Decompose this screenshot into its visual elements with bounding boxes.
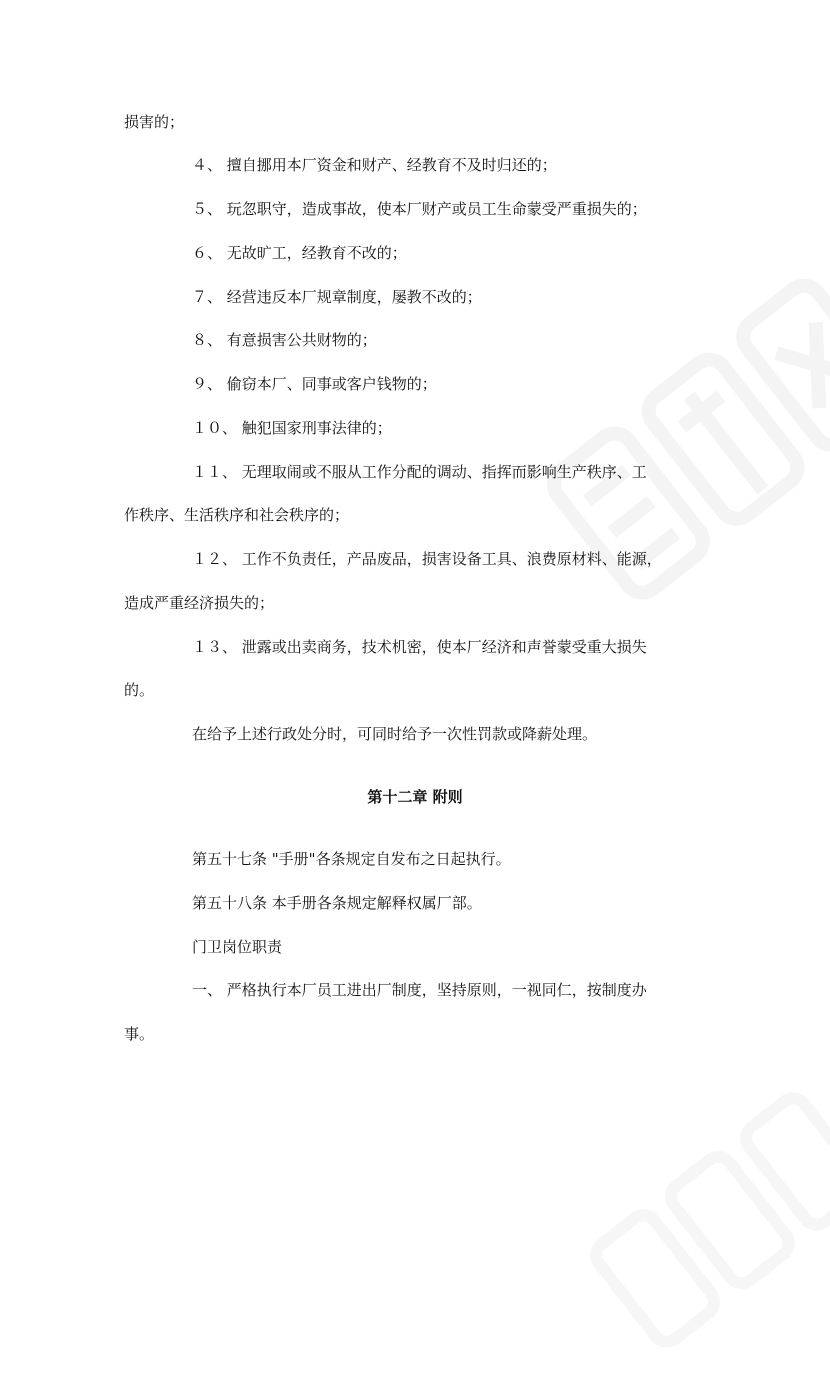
list-item-8: ８、 有意损害公共财物的； [192,331,377,349]
article-58: 第五十八条 本手册各条规定解释权属厂部。 [192,894,482,912]
list-item-13: １３、 泄露或出卖商务，技术机密，使本厂经济和声誉蒙受重大损失 [192,638,647,656]
chapter-heading: 第十二章 附则 [367,788,463,806]
list-item-9: ９、 偷窃本厂、同事或客户钱物的； [192,375,437,393]
list-item-7: ７、 经营违反本厂规章制度，屡教不改的； [192,288,482,306]
section-title-gatekeeper: 门卫岗位职责 [192,938,283,956]
paragraph-line: 损害的； [124,113,185,131]
duty-item-1-continued: 事。 [124,1025,155,1043]
duty-item-1: 一、 严格执行本厂员工进出厂制度，坚持原则，一视同仁，按制度办 [192,981,647,999]
article-57: 第五十七条 "手册"各条规定自发布之日起执行。 [192,850,511,868]
list-item-12: １２、 工作不负责任，产品废品，损害设备工具、浪费原材料、能源， [192,550,662,568]
list-item-13-continued: 的。 [124,681,155,699]
list-item-11-continued: 作秩序、生活秩序和社会秩序的； [124,506,350,524]
list-item-10: １０、 触犯国家刑事法律的； [192,419,392,437]
list-item-6: ６、 无故旷工，经教育不改的； [192,244,407,262]
list-item-5: ５、 玩忽职守，造成事故，使本厂财产或员工生命蒙受严重损失的； [192,200,647,218]
watermark-logo [520,230,830,650]
paragraph-penalty-note: 在给予上述行政处分时，可同时给予一次性罚款或降薪处理。 [192,725,598,743]
watermark-logo-bottom [570,1060,830,1380]
list-item-11: １１、 无理取闹或不服从工作分配的调动、指挥而影响生产秩序、工 [192,463,647,481]
list-item-12-continued: 造成严重经济损失的； [124,594,275,612]
list-item-4: ４、 擅自挪用本厂资金和财产、经教育不及时归还的； [192,156,557,174]
